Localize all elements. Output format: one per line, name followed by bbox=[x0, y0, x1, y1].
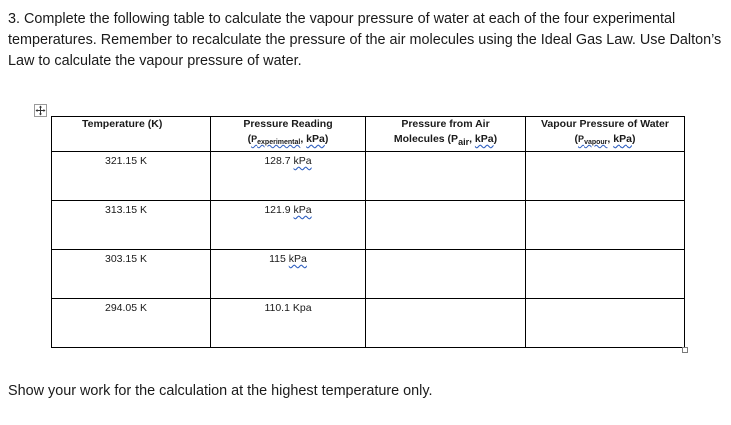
pressure-reading-cell bbox=[211, 152, 366, 201]
temperature-cell: 303.15 K bbox=[52, 250, 211, 299]
header-pressure-air-subscript: air bbox=[458, 137, 470, 148]
table-row bbox=[52, 201, 685, 250]
header-vapour-symbol: $P_{vapour}$ bbox=[578, 134, 608, 146]
header-temperature bbox=[52, 117, 211, 152]
vapour-pressure-cell[interactable] bbox=[526, 201, 685, 250]
table-move-handle-icon[interactable] bbox=[34, 104, 47, 117]
table-resize-handle[interactable] bbox=[682, 347, 688, 353]
pressure-value: 121.9 bbox=[264, 204, 291, 216]
temperature-cell: 313.15 K bbox=[52, 201, 211, 250]
pressure-value: 128.7 bbox=[264, 155, 291, 167]
four-arrow-move-icon bbox=[35, 105, 46, 116]
pressure-unit: kPa bbox=[293, 155, 312, 167]
header-pressure-reading-unit: kPa bbox=[306, 133, 325, 145]
header-temperature-label: Temperature (K) bbox=[82, 118, 163, 130]
header-vapour-unit: kPa bbox=[613, 133, 632, 145]
pressure-reading-cell bbox=[211, 250, 366, 299]
pressure-unit: Kpa bbox=[292, 302, 312, 314]
header-pressure-air: Pressure from Air Molecules ($P_{air}$, kPa) bbox=[366, 117, 526, 152]
header-pressure-air-line1: Pressure from Air bbox=[401, 118, 490, 130]
pressure-air-cell[interactable] bbox=[366, 152, 526, 201]
header-vapour-pressure: Vapour Pressure of Water ($P_{vapour}$, kPa) bbox=[526, 117, 685, 152]
header-pressure-reading-symbol: $P_{experimental}$ bbox=[251, 134, 301, 146]
vapour-pressure-cell[interactable] bbox=[526, 250, 685, 299]
table-row bbox=[52, 250, 685, 299]
table-header-row bbox=[52, 117, 685, 152]
pressure-air-cell[interactable] bbox=[366, 299, 526, 348]
pressure-air-cell[interactable] bbox=[366, 250, 526, 299]
question-text: 3. Complete the following table to calculate the vapour pressure of water at each of the four experimental temperatures. Remember to recalculate the pressure of the air molecules using the Ideal Gas Law. Use Dalton’s Law to calculate the vapour pressure of water. bbox=[8, 11, 722, 69]
header-pressure-reading-label: Pressure Reading bbox=[243, 118, 333, 130]
header-pressure-air-line2: Molecules (P bbox=[393, 133, 459, 145]
header-pressure-reading: Pressure Reading ($P_{experimental}$, kPa) bbox=[211, 117, 366, 152]
pressure-value: 110.1 bbox=[264, 302, 290, 314]
pressure-unit: kPa bbox=[288, 253, 307, 265]
vapour-pressure-table bbox=[51, 116, 685, 348]
header-vapour-line1: Vapour Pressure of Water bbox=[541, 118, 669, 130]
pressure-unit: kPa bbox=[293, 204, 312, 216]
pressure-air-cell[interactable] bbox=[366, 201, 526, 250]
pressure-value: 115 bbox=[269, 253, 286, 265]
footer-instruction: Show your work for the calculation at the highest temperature only. bbox=[8, 383, 433, 399]
pressure-reading-cell bbox=[211, 299, 366, 348]
vapour-pressure-cell[interactable] bbox=[526, 152, 685, 201]
vapour-pressure-cell[interactable] bbox=[526, 299, 685, 348]
temperature-cell: 294.05 K bbox=[52, 299, 211, 348]
header-pressure-air-unit: kPa bbox=[474, 133, 494, 145]
table-row bbox=[52, 152, 685, 201]
table-row bbox=[52, 299, 685, 348]
temperature-cell: 321.15 K bbox=[52, 152, 211, 201]
pressure-reading-cell bbox=[211, 201, 366, 250]
